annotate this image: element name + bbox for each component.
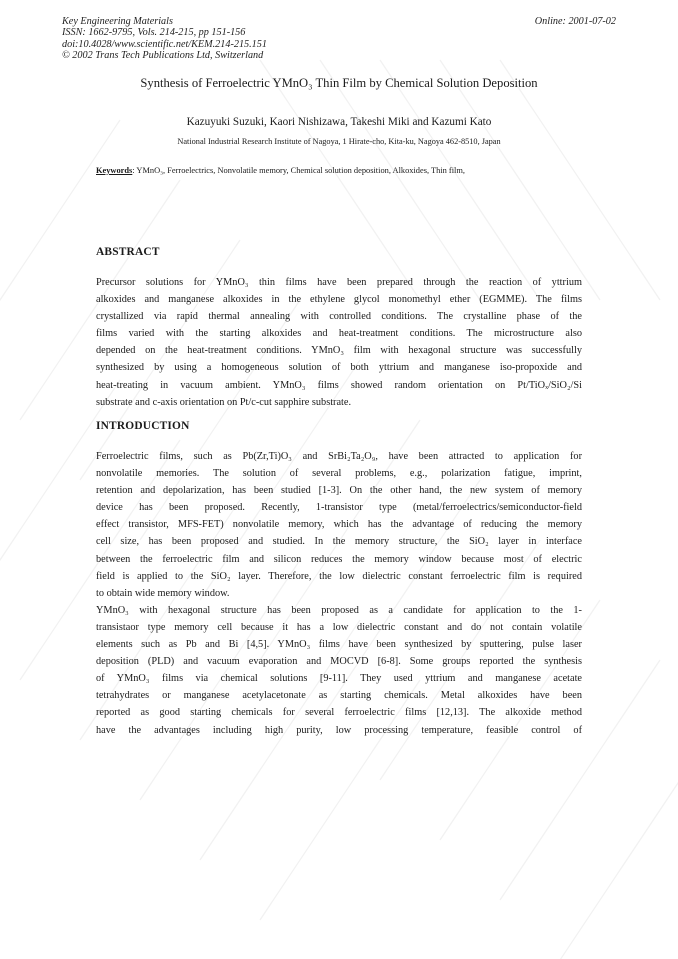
keywords-label: Keywords — [96, 166, 133, 175]
doi-line: doi:10.4028/www.scientific.net/KEM.214-215.151 — [62, 38, 267, 50]
affiliation: National Industrial Research Institute of Nagoya, 1 Hirate-cho, Kita-ku, Nagoya 462-8510, Japan — [177, 137, 501, 146]
journal-header — [62, 16, 267, 62]
issn-line: ISSN: 1662-9795, Vols. 214-215, pp 151-156 — [62, 27, 246, 39]
intro-line: field is applied to the SiO₂ layer. Therefore, the low dielectric constant ferroelectric film is required — [96, 570, 582, 582]
journal-name: Key Engineering Materials — [62, 16, 173, 27]
intro-line: between the ferroelectric film and silicon reduces the memory window because most of electric — [96, 553, 582, 565]
abstract-line: Precursor solutions for YMnO₃ thin films have been prepared through the reaction of yttrium — [96, 277, 582, 288]
intro-line: of YMnO₃ films via chemical solutions [9-11]. They used yttrium and manganese acetate — [96, 673, 582, 685]
copyright-line: © 2002 Trans Tech Publications Ltd, Switzerland — [62, 50, 264, 62]
author-list: Kazuyuki Suzuki, Kaori Nishizawa, Takeshi Miki and Kazumi Kato — [186, 116, 492, 128]
intro-line: tetrahydrates or manganese acetylacetonate as starting chemicals. Metal alkoxides have been — [96, 690, 582, 702]
intro-line: device has been proposed. Recently, 1-transistor type (metal/ferroelectrics/semiconductor-field — [96, 502, 582, 514]
intro-line: Ferroelectric films, such as Pb(Zr,Ti)O₃ and SrBi₂Ta₂O₉, have been attracted to application for — [96, 451, 582, 462]
intro-line: reported as good starting chemicals for several ferroelectric films [12,13]. The alkoxide method — [96, 707, 582, 719]
abstract-line: heat-treating in vacuum ambient. YMnO₃ films showed random orientation on Pt/TiOₓ/SiO₂/Si — [96, 379, 582, 391]
abstract-line: films varied with the starting alkoxides and heat-treatment conditions. The microstructure also — [96, 328, 582, 340]
intro-line: transistaor type memory cell because it has a low dielectric constant and do not contain volatile — [96, 621, 582, 633]
abstract-line: alkoxides and manganese alkoxides in the ethylene glycol monomethyl ether (EGMME). The films — [96, 294, 582, 306]
introduction-body — [96, 448, 582, 739]
abstract-line: synthesized by using a homogeneous solution of both yttrium and manganese iso-propoxide and — [96, 362, 582, 374]
abstract-line: depended on the heat-treatment conditions. YMnO₃ film with hexagonal structure was successfully — [96, 345, 582, 357]
intro-line: deposition (PLD) and vacuum evaporation and MOCVD [6-8]. Some groups reported the synthesis — [96, 656, 582, 668]
intro-line: YMnO₃ with hexagonal structure has been proposed as a candidate for application to the 1- — [96, 604, 582, 616]
online-date: Online: 2001-07-02 — [534, 16, 616, 27]
introduction-heading: INTRODUCTION — [96, 420, 190, 432]
paper-title: Synthesis of Ferroelectric YMnO₃ Thin Film by Chemical Solution Deposition — [140, 76, 538, 90]
keywords-text: : YMnO₃, Ferroelectrics, Nonvolatile memory, Chemical solution deposition, Alkoxides, Thin film, — [132, 166, 465, 175]
intro-line: effect transistor, MFS-FET) nonvolatile memory, which has the advantage of reducing the memory — [96, 519, 582, 531]
abstract-body — [96, 274, 582, 411]
intro-line: to obtain wide memory window. — [96, 587, 230, 599]
keywords-line — [96, 166, 465, 175]
intro-line: elements such as Pb and Bi [4,5]. YMnO₃ films have been synthesized by sputtering, pulse laser — [96, 639, 582, 651]
abstract-line: substrate and c-axis orientation on Pt/c-cut sapphire substrate. — [96, 396, 352, 408]
intro-line: have the advantages including high purity, low processing temperature, feasible control of — [96, 724, 582, 736]
abstract-heading: ABSTRACT — [96, 246, 160, 258]
intro-line: nonvolatile memories. The solution of several problems, e.g., polarization fatigue, imprint, — [96, 468, 582, 480]
intro-line: cell size, has been proposed and studied. In the memory structure, the SiO₂ layer in interface — [96, 536, 582, 548]
intro-line: retention and depolarization, has been studied [1-3]. On the other hand, the new system of memory — [96, 485, 582, 497]
abstract-line: crystallized via rapid thermal annealing with controlled conditions. The crystalline phase of the — [96, 311, 582, 323]
